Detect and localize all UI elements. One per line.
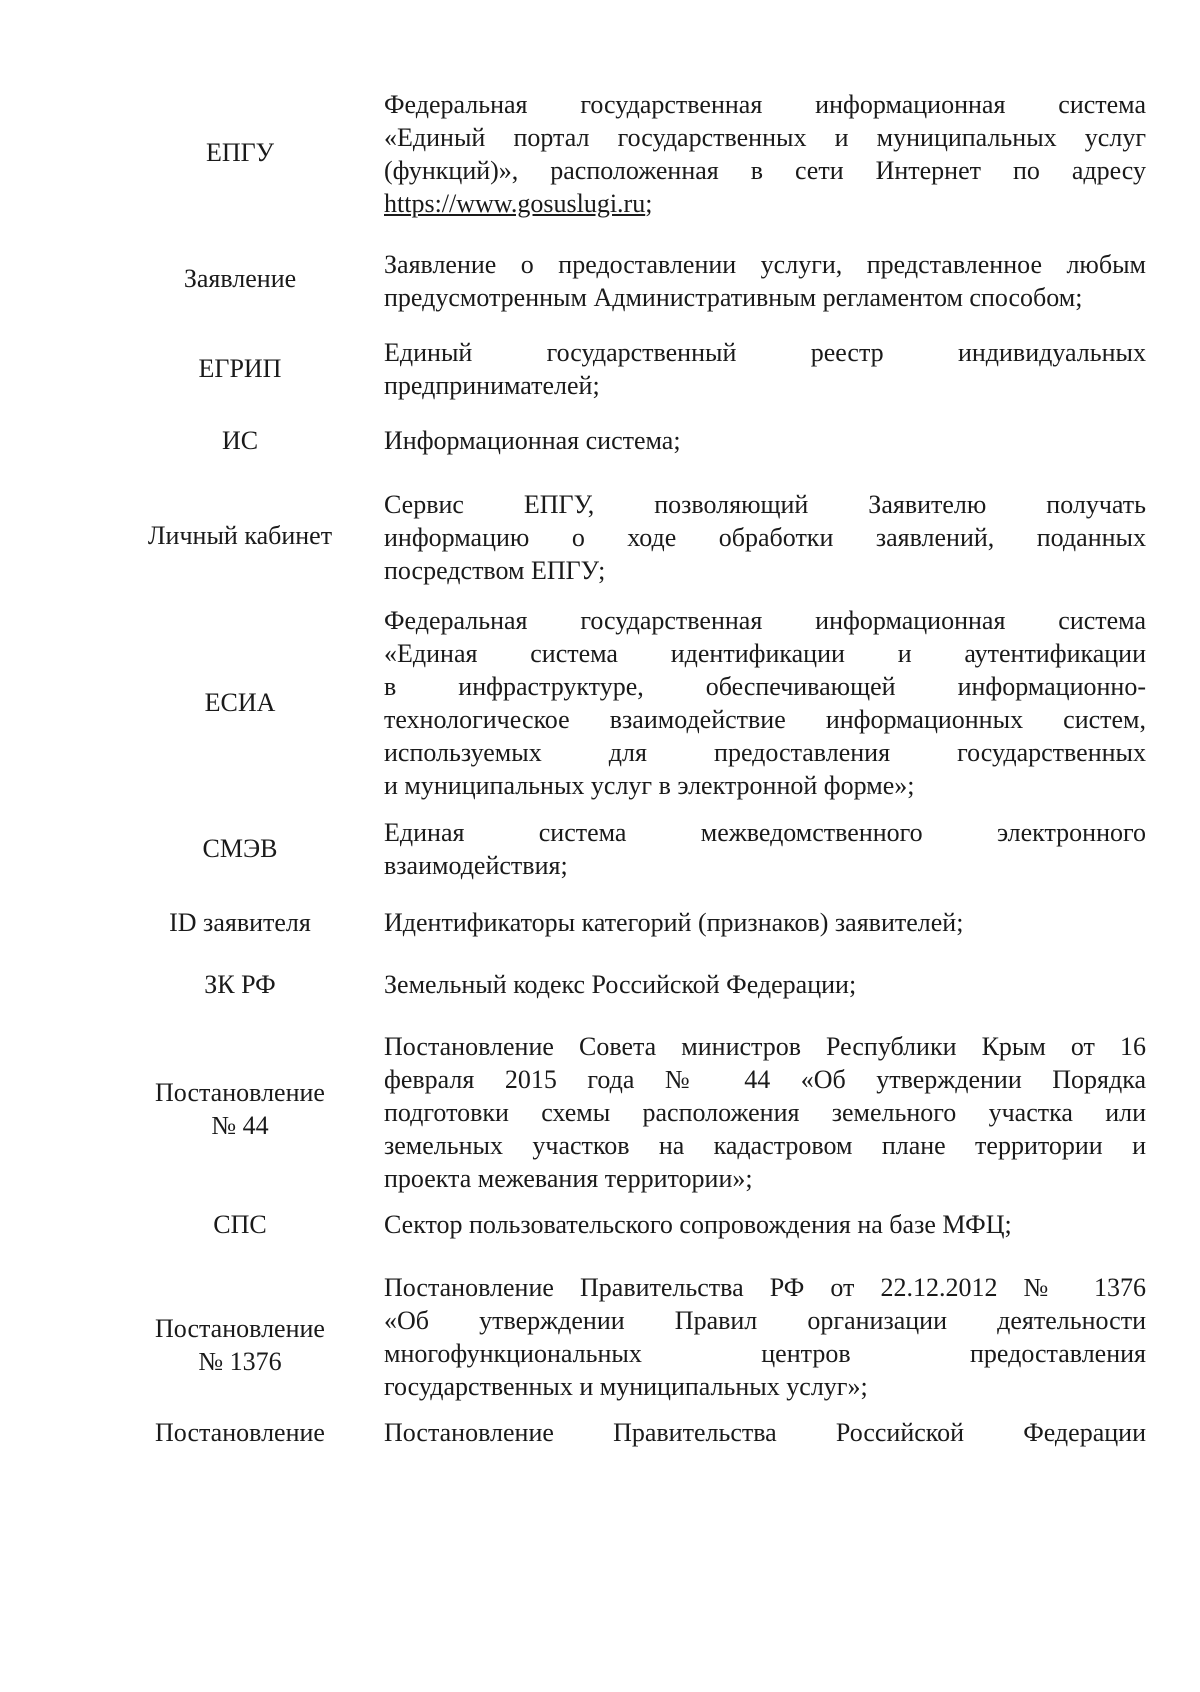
definition-line: технологическое взаимодействие информационных систем, <box>384 705 1146 734</box>
definition-line: государственных и муниципальных услуг»; <box>384 1372 868 1401</box>
glossary-definition <box>384 816 1146 882</box>
definition-line: и муниципальных услуг в электронной форме»; <box>384 771 915 800</box>
definition-line: Федеральная государственная информационная система <box>384 606 1146 635</box>
glossary-term <box>130 519 350 552</box>
gosuslugi-link[interactable]: https://www.gosuslugi.ru <box>384 189 646 218</box>
term-line: ИС <box>221 426 259 455</box>
definition-line: «Об утверждении Правил организации деятельности <box>384 1306 1146 1335</box>
glossary-definition <box>384 604 1146 802</box>
term-line: № 1376 <box>198 1347 282 1376</box>
definition-line: «Единая система идентификации и аутентификации <box>384 639 1146 668</box>
definition-line: предусмотренным Административным регламентом способом; <box>384 283 1083 312</box>
term-line: Постановление <box>155 1418 325 1447</box>
glossary-term <box>130 686 350 719</box>
definition-line: подготовки схемы расположения земельного участка или <box>384 1098 1146 1127</box>
glossary-term <box>130 1076 350 1142</box>
term-line: СМЭВ <box>202 834 278 863</box>
glossary-term <box>130 1416 350 1449</box>
definition-line: Федеральная государственная информационная система <box>384 90 1146 119</box>
definition-line: февраля 2015 года № 44 «Об утверждении Порядка <box>384 1065 1146 1094</box>
definition-line <box>384 187 1146 220</box>
term-line: ЕСИА <box>204 688 276 717</box>
definition-line: Единая система межведомственного электронного <box>384 818 1146 847</box>
definition-line: используемых для предоставления государственных <box>384 738 1146 767</box>
glossary-term <box>130 424 350 457</box>
term-line: Заявление <box>183 264 297 293</box>
term-line: ЕПГУ <box>205 138 275 167</box>
definition-line: Единый государственный реестр индивидуальных <box>384 338 1146 367</box>
definition-line: посредством ЕПГУ; <box>384 556 606 585</box>
glossary-term <box>130 906 350 939</box>
glossary-definition <box>384 906 1146 939</box>
glossary-term <box>130 968 350 1001</box>
definition-line: предпринимателей; <box>384 371 600 400</box>
link-suffix: ; <box>645 189 653 218</box>
glossary-definition <box>384 88 1146 220</box>
term-line: ЗК РФ <box>204 970 276 999</box>
term-line: Личный кабинет <box>147 521 333 550</box>
definition-line: многофункциональных центров предоставления <box>384 1339 1146 1368</box>
glossary-term <box>130 352 350 385</box>
definition-line: земельных участков на кадастровом плане территории и <box>384 1131 1146 1160</box>
definition-line: информацию о ходе обработки заявлений, поданных <box>384 523 1146 552</box>
definition-line: взаимодействия; <box>384 851 568 880</box>
term-line: Постановление <box>155 1078 325 1107</box>
definition-line: Сектор пользовательского сопровождения на базе МФЦ; <box>384 1210 1012 1239</box>
glossary-term <box>130 136 350 169</box>
definition-line: «Единый портал государственных и муниципальных услуг <box>384 123 1146 152</box>
definition-line: Информационная система; <box>384 426 681 455</box>
definition-line: Заявление о предоставлении услуги, представленное любым <box>384 250 1146 279</box>
term-line: ЕГРИП <box>198 354 282 383</box>
definition-line: Постановление Совета министров Республики Крым от 16 <box>384 1032 1146 1061</box>
definition-line: (функций)», расположенная в сети Интернет по адресу <box>384 156 1146 185</box>
definition-line: в инфраструктуре, обеспечивающей информационно- <box>384 672 1146 701</box>
definition-line: Земельный кодекс Российской Федерации; <box>384 970 857 999</box>
glossary-definition <box>384 336 1146 402</box>
glossary-definition <box>384 1416 1146 1449</box>
term-line: СПС <box>213 1210 267 1239</box>
definition-line: Сервис ЕПГУ, позволяющий Заявителю получать <box>384 490 1146 519</box>
glossary-definition <box>384 968 1146 1001</box>
glossary-term <box>130 262 350 295</box>
glossary-definition <box>384 1208 1146 1241</box>
glossary-definition <box>384 1030 1146 1195</box>
definition-line: Идентификаторы категорий (признаков) заявителей; <box>384 908 964 937</box>
term-line: ID заявителя <box>169 908 311 937</box>
glossary-term <box>130 1312 350 1378</box>
term-line: Постановление <box>155 1314 325 1343</box>
glossary-term <box>130 832 350 865</box>
definition-line: Постановление Правительства РФ от 22.12.2012 № 1376 <box>384 1273 1146 1302</box>
glossary-definition <box>384 424 1146 457</box>
definition-line: проекта межевания территории»; <box>384 1164 753 1193</box>
term-line: № 44 <box>211 1111 269 1140</box>
glossary-definition <box>384 1271 1146 1403</box>
glossary-definition <box>384 488 1146 587</box>
glossary-term <box>130 1208 350 1241</box>
glossary-definition <box>384 248 1146 314</box>
definition-line: Постановление Правительства Российской Федерации <box>384 1418 1146 1447</box>
